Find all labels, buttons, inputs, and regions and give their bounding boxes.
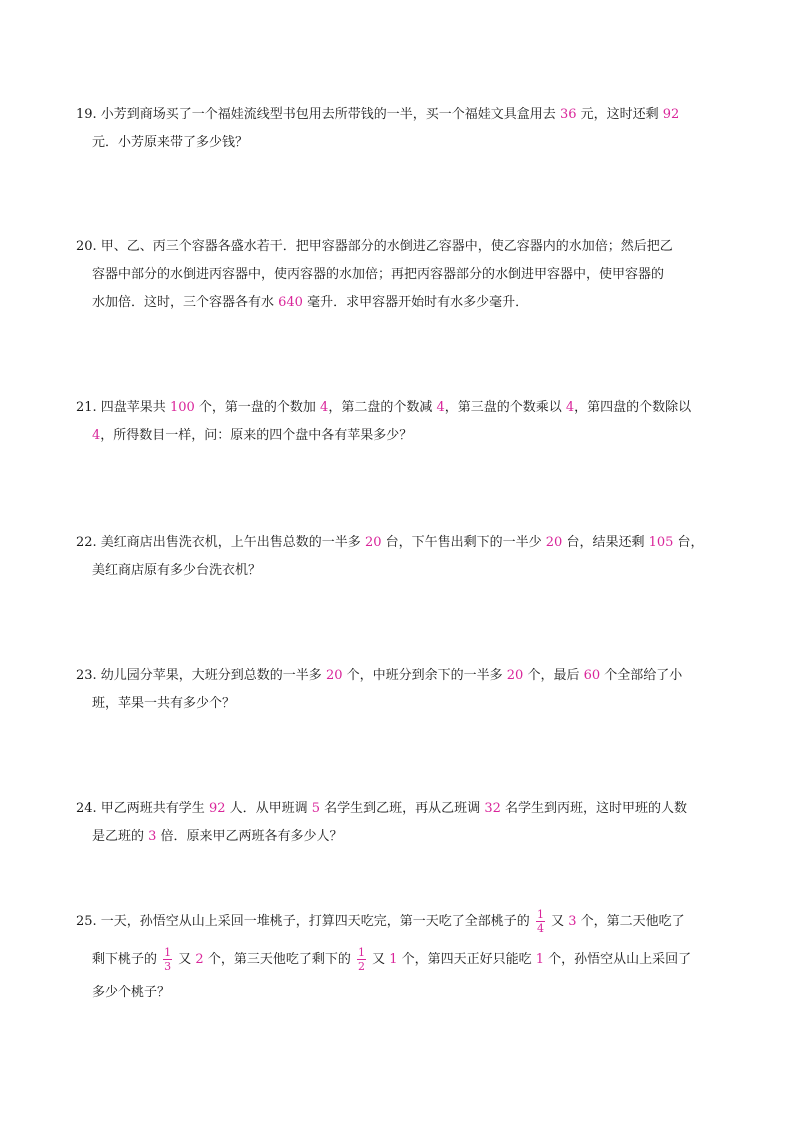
fraction-denominator: 2 (357, 960, 365, 973)
problem-text: 班，苹果一共有多少个？ (92, 696, 236, 711)
problem-text: 22. 美红商店出售洗衣机，上午出售总数的一半多 (76, 535, 365, 550)
problem-line (76, 529, 726, 557)
problem-line (76, 233, 726, 261)
problem-text: 元．小芳原来带了多少钱？ (92, 135, 249, 150)
problem-text: 个，第一盘的个数加 (194, 400, 321, 415)
problem-text: 名学生到乙班，再从乙班调 (320, 801, 485, 816)
fraction-numerator: 1 (164, 946, 172, 959)
problem-text: 美红商店原有多少台洗衣机？ (92, 563, 262, 578)
problem-text: 24. 甲乙两班共有学生 (76, 801, 209, 816)
problem-25 (76, 903, 726, 1007)
problem-text: ，第二盘的个数减 (328, 400, 437, 415)
problem-text: 名学生到丙班，这时甲班的人数 (500, 801, 687, 816)
highlighted-number: 20 (364, 535, 382, 550)
problem-text: 多少个桃子？ (92, 985, 171, 1000)
highlighted-number: 4 (320, 400, 329, 415)
fraction (536, 909, 545, 934)
problem-21 (76, 394, 726, 450)
problem-text: 又 (367, 952, 390, 967)
problem-line (76, 690, 726, 718)
problem-line (76, 795, 726, 823)
problem-line (76, 394, 726, 422)
problem-line (76, 129, 726, 157)
problem-text: 台，结果还剩 (562, 535, 649, 550)
problem-text: 水加倍．这时，三个容器各有水 (92, 295, 279, 310)
problem-text: 剩下桃子的 (92, 952, 162, 967)
highlighted-number: 92 (208, 801, 226, 816)
problem-text: ，第三盘的个数乘以 (444, 400, 566, 415)
problem-24 (76, 795, 726, 851)
highlighted-number: 5 (311, 801, 321, 816)
problem-text: ，所得数目一样，问：原来的四个盘中各有苹果多少？ (100, 428, 413, 443)
problem-text: 个，第三天他吃了剩下的 (203, 952, 355, 967)
problem-line (76, 422, 726, 450)
problem-text: ，第四盘的个数除以 (574, 400, 692, 415)
problem-line (76, 823, 726, 851)
highlighted-number: 92 (662, 107, 680, 122)
problem-text: 人．从甲班调 (225, 801, 312, 816)
highlighted-number: 2 (195, 952, 204, 967)
problem-text: 23. 幼儿园分苹果，大班分到总数的一半多 (76, 668, 326, 683)
problem-text: 个，中班分到余下的一半多 (342, 668, 507, 683)
problem-19 (76, 101, 726, 157)
problem-line (76, 662, 726, 690)
highlighted-number: 100 (169, 400, 195, 415)
problem-text: 毫升．求甲容器开始时有水多少毫升． (302, 295, 529, 310)
problem-line (76, 941, 726, 979)
highlighted-number: 1 (535, 952, 545, 967)
problem-text: 倍．原来甲乙两班各有多少人？ (156, 829, 343, 844)
problem-text: 个，孙悟空从山上采回了 (544, 952, 692, 967)
problem-line (76, 903, 726, 941)
problem-text: 台， (673, 535, 704, 550)
highlighted-number: 3 (148, 829, 157, 844)
highlighted-number: 32 (484, 801, 501, 816)
problem-text: 个，最后 (523, 668, 584, 683)
highlighted-number: 20 (325, 668, 343, 683)
problem-text: 台，下午售出剩下的一半少 (381, 535, 546, 550)
problem-text: 个全部给了小 (600, 668, 683, 683)
fraction (163, 947, 172, 972)
fraction-denominator: 4 (536, 922, 544, 935)
highlighted-number: 20 (506, 668, 524, 683)
problem-20 (76, 233, 726, 317)
highlighted-number: 4 (92, 428, 101, 443)
problem-line (76, 979, 726, 1007)
fraction (357, 947, 366, 972)
problem-text: 又 (174, 952, 196, 967)
highlighted-number: 4 (565, 400, 575, 415)
fraction-denominator: 3 (164, 960, 172, 973)
problem-line (76, 289, 726, 317)
problem-22 (76, 529, 726, 585)
problem-text: 25. 一天，孙悟空从山上采回一堆桃子，打算四天吃完，第一天吃了全部桃子的 (76, 914, 534, 929)
fraction-numerator: 1 (536, 908, 544, 921)
problem-text: 个，第四天正好只能吃 (397, 952, 536, 967)
problem-line (76, 101, 726, 129)
problem-line (76, 261, 726, 289)
problem-23 (76, 662, 726, 718)
highlighted-number: 640 (278, 295, 303, 310)
highlighted-number: 20 (545, 535, 563, 550)
problem-text: 21. 四盘苹果共 (76, 400, 170, 415)
highlighted-number: 60 (583, 668, 601, 683)
problem-text: 19. 小芳到商场买了一个福娃流线型书包用去所带钱的一半，买一个福娃文具盒用去 (76, 107, 560, 122)
problem-text: 是乙班的 (92, 829, 149, 844)
highlighted-number: 4 (436, 400, 445, 415)
highlighted-number: 1 (389, 952, 398, 967)
highlighted-number: 105 (648, 535, 674, 550)
problem-text: 个，第二天他吃了 (576, 914, 685, 929)
highlighted-number: 3 (568, 914, 577, 929)
problem-text: 20. 甲、乙、丙三个容器各盛水若干．把甲容器部分的水倒进乙容器中，使乙容器内的水加倍；然后把乙 (76, 239, 673, 254)
highlighted-number: 36 (559, 107, 577, 122)
problem-text: 又 (546, 914, 569, 929)
problem-text: 容器中部分的水倒进丙容器中，使丙容器的水加倍；再把丙容器部分的水倒进甲容器中，使甲容器的 (92, 267, 665, 282)
fraction-numerator: 1 (357, 946, 365, 959)
problem-text: 元，这时还剩 (576, 107, 663, 122)
problem-line (76, 557, 726, 585)
